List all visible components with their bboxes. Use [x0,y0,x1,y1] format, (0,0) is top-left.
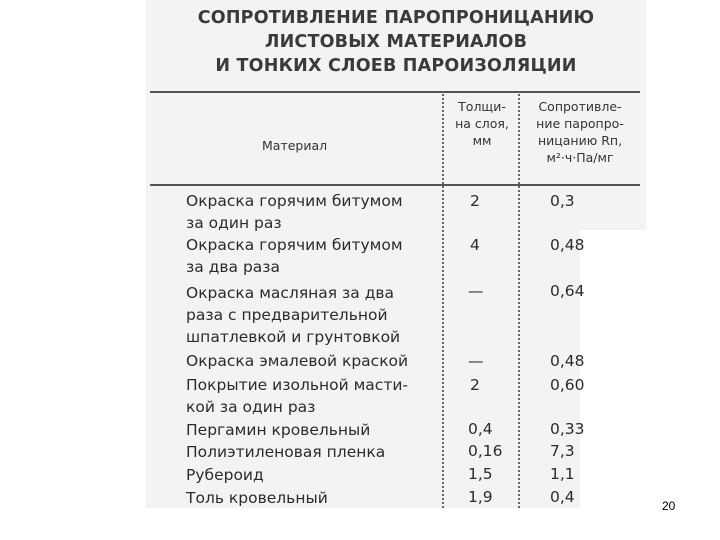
resistance-cell: 0,4 [550,488,575,506]
header-line: на слоя, [455,116,509,131]
thickness-cell: 1,9 [468,488,493,506]
material-line: за два раза [186,258,281,276]
resistance-cell: 0,33 [550,420,585,438]
material-line: кой за один раз [186,398,316,416]
column-divider [518,94,520,508]
header-material: Материал [262,138,328,153]
header-resistance [522,98,638,166]
header-thickness [446,98,518,149]
table-top-rule [150,91,640,93]
resistance-cell: 0,48 [550,352,585,370]
header-line: мм [472,133,492,148]
material-line: Рубероид [186,466,264,484]
material-line: Полиэтиленовая пленка [186,443,386,461]
resistance-cell: 0,60 [550,376,585,394]
material-line: Пергамин кровельный [186,421,371,439]
page-number: 20 [662,499,676,513]
resistance-cell: 7,3 [550,442,575,460]
title-line: ЛИСТОВЫХ МАТЕРИАЛОВ [264,32,528,52]
thickness-cell: 4 [470,236,480,254]
title-line: СОПРОТИВЛЕНИЕ ПАРОПРОНИЦАНИЮ [197,8,595,28]
header-line: Сопротивле- [538,99,622,114]
resistance-cell: 0,48 [550,236,585,254]
material-line: за один раз [186,214,282,232]
header-line: Толщи- [458,99,506,114]
thickness-cell: — [468,352,484,370]
thickness-cell: — [468,282,484,300]
material-line: Окраска масляная за два [186,284,395,302]
material-line: раза с предварительной [186,306,388,324]
header-line: ние паропро- [536,116,624,131]
material-line: Окраска горячим битумом [186,192,403,210]
header-line: м²·ч·Па/мг [546,150,614,165]
resistance-cell: 1,1 [550,465,575,483]
table-title [146,6,646,78]
thickness-cell: 0,4 [468,420,493,438]
material-line: Покрытие изольной масти- [186,376,409,394]
header-line: ницанию Rп, [537,133,623,148]
thickness-cell: 1,5 [468,465,493,483]
material-line: Окраска горячим битумом [186,236,403,254]
material-line: шпатлевкой и грунтовкой [186,328,401,346]
thickness-cell: 2 [470,192,480,210]
resistance-cell: 0,64 [550,282,585,300]
title-line: И ТОНКИХ СЛОЕВ ПАРОИЗОЛЯЦИИ [215,56,577,76]
scan-edge [580,230,646,508]
thickness-cell: 0,16 [468,442,503,460]
column-divider [442,94,444,508]
material-line: Окраска эмалевой краской [186,352,409,370]
material-line: Толь кровельный [186,489,328,507]
resistance-cell: 0,3 [550,192,575,210]
header-bottom-rule [150,184,640,186]
thickness-cell: 2 [470,376,480,394]
